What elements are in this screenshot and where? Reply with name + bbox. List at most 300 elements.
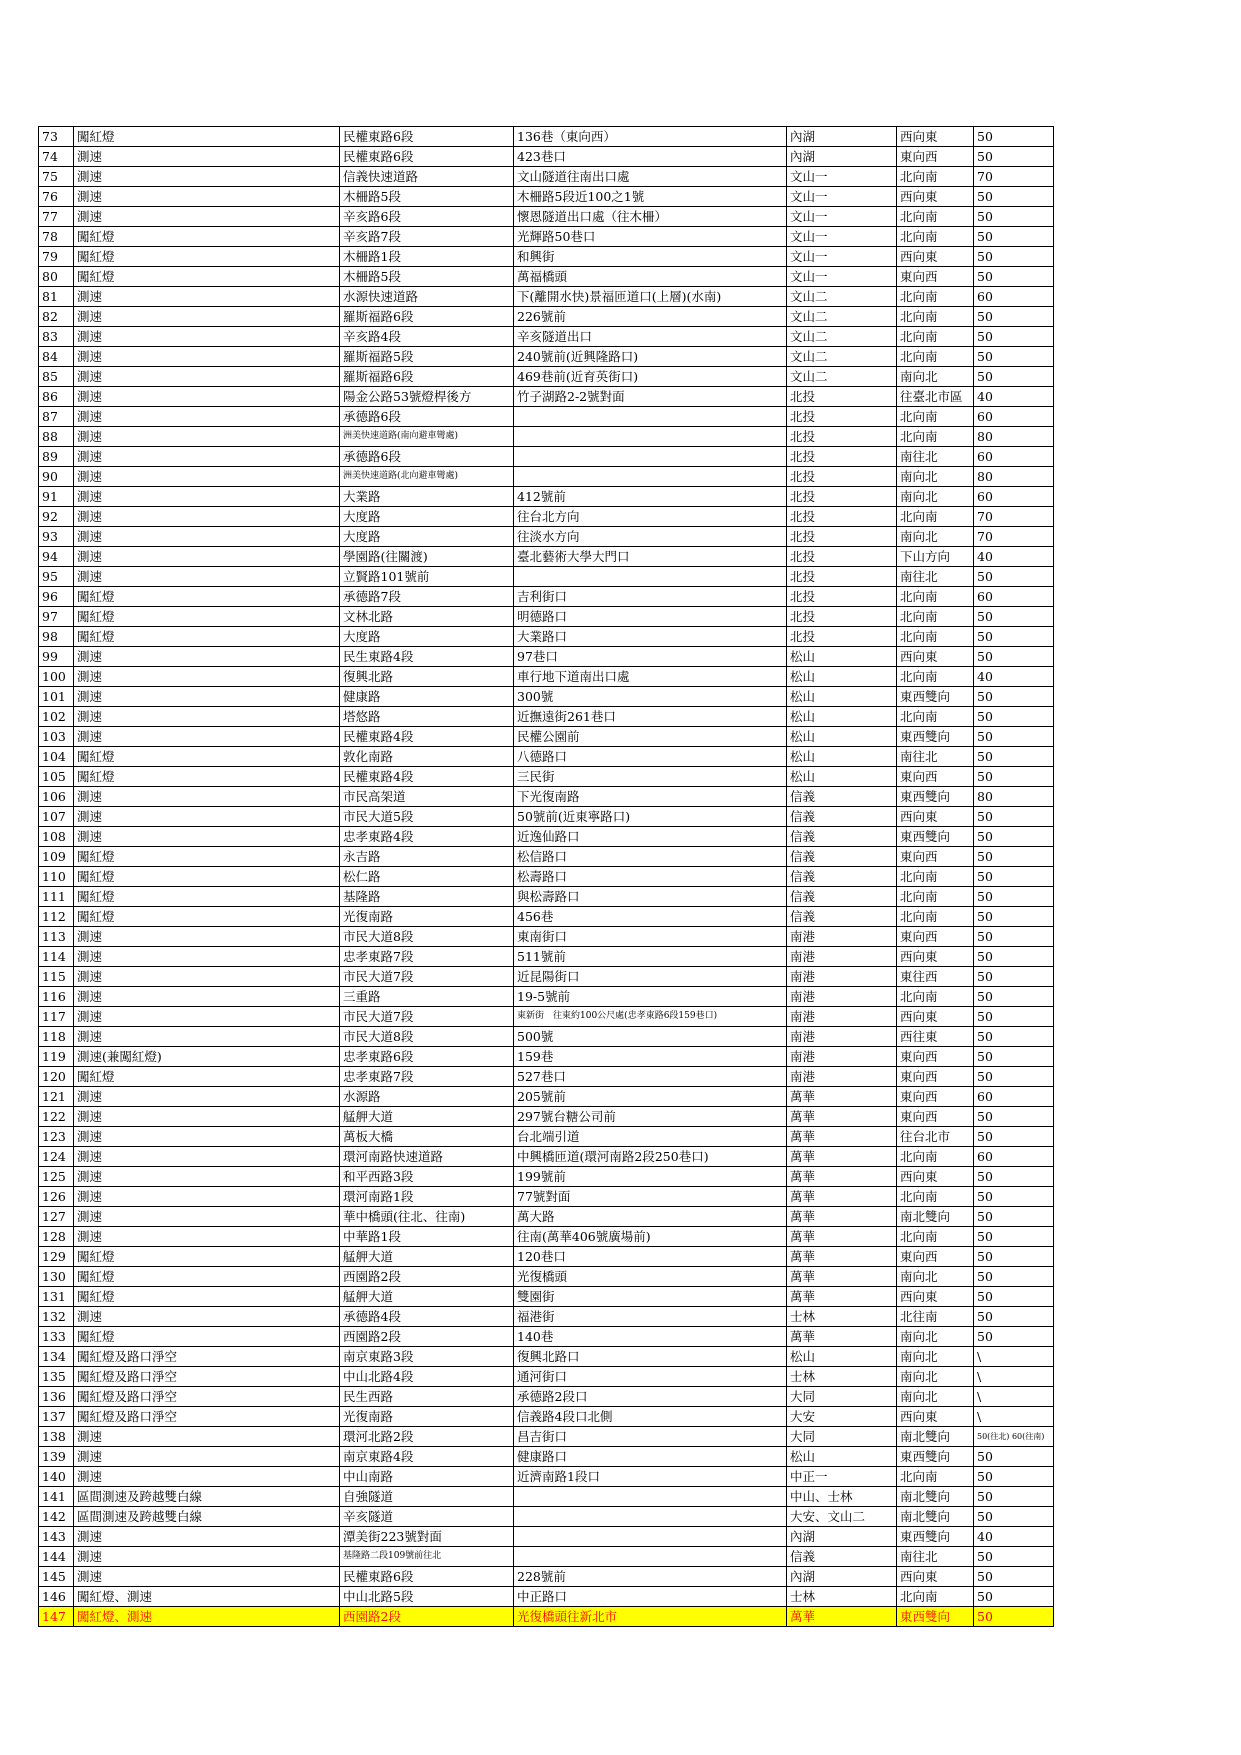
district-cell: 士林 — [787, 1367, 897, 1387]
row-number-cell: 106 — [39, 787, 74, 807]
location-detail-cell: 228號前 — [514, 1567, 787, 1587]
location-detail-cell: 松壽路口 — [514, 867, 787, 887]
row-number-cell: 88 — [39, 427, 74, 447]
row-number-cell: 78 — [39, 227, 74, 247]
enforcement-type-cell: 測速 — [74, 147, 340, 167]
district-cell: 信義 — [787, 1547, 897, 1567]
road-name-cell: 學園路(往關渡) — [340, 547, 514, 567]
table-row — [39, 127, 1054, 147]
district-cell: 北投 — [787, 447, 897, 467]
table-row — [39, 1587, 1054, 1607]
table-row — [39, 1147, 1054, 1167]
row-number-cell: 112 — [39, 907, 74, 927]
road-name-cell: 環河南路1段 — [340, 1187, 514, 1207]
speed-limit-cell: 80 — [974, 467, 1054, 487]
location-detail-cell: 八德路口 — [514, 747, 787, 767]
direction-cell: 北向南 — [897, 507, 974, 527]
enforcement-type-cell: 測速 — [74, 447, 340, 467]
enforcement-type-cell: 測速 — [74, 947, 340, 967]
table-row — [39, 987, 1054, 1007]
location-detail-cell: 雙園街 — [514, 1287, 787, 1307]
row-number-cell: 113 — [39, 927, 74, 947]
location-detail-cell: 240號前(近興隆路口) — [514, 347, 787, 367]
enforcement-type-cell: 闖紅燈 — [74, 127, 340, 147]
enforcement-type-cell: 測速 — [74, 327, 340, 347]
location-detail-cell: 297號台糖公司前 — [514, 1107, 787, 1127]
row-number-cell: 114 — [39, 947, 74, 967]
location-detail-cell: 412號前 — [514, 487, 787, 507]
speed-limit-cell: 50 — [974, 187, 1054, 207]
road-name-cell: 環河南路快速道路 — [340, 1147, 514, 1167]
row-number-cell: 146 — [39, 1587, 74, 1607]
direction-cell: 南北雙向 — [897, 1207, 974, 1227]
enforcement-type-cell: 測速 — [74, 367, 340, 387]
speed-limit-cell: 50 — [974, 807, 1054, 827]
enforcement-type-cell: 測速 — [74, 707, 340, 727]
table-row — [39, 807, 1054, 827]
table-row — [39, 687, 1054, 707]
row-number-cell: 109 — [39, 847, 74, 867]
road-name-cell: 水源路 — [340, 1087, 514, 1107]
district-cell: 萬華 — [787, 1087, 897, 1107]
location-detail-cell: 萬福橋頭 — [514, 267, 787, 287]
direction-cell: 北向南 — [897, 707, 974, 727]
speed-limit-cell: 50 — [974, 887, 1054, 907]
enforcement-type-cell: 闖紅燈 — [74, 627, 340, 647]
direction-cell: 北向南 — [897, 607, 974, 627]
road-name-cell: 市民大道7段 — [340, 1007, 514, 1027]
road-name-cell: 辛亥路4段 — [340, 327, 514, 347]
district-cell: 南港 — [787, 1067, 897, 1087]
direction-cell: 北向南 — [897, 1467, 974, 1487]
row-number-cell: 122 — [39, 1107, 74, 1127]
speed-limit-cell: 50 — [974, 1167, 1054, 1187]
row-number-cell: 127 — [39, 1207, 74, 1227]
row-number-cell: 87 — [39, 407, 74, 427]
location-detail-cell: 77號對面 — [514, 1187, 787, 1207]
row-number-cell: 126 — [39, 1187, 74, 1207]
district-cell: 大同 — [787, 1427, 897, 1447]
direction-cell: 北向南 — [897, 1187, 974, 1207]
enforcement-type-cell: 測速 — [74, 207, 340, 227]
row-number-cell: 84 — [39, 347, 74, 367]
enforcement-type-cell: 測速 — [74, 547, 340, 567]
enforcement-type-cell: 測速 — [74, 487, 340, 507]
table-row — [39, 1187, 1054, 1207]
district-cell: 文山一 — [787, 167, 897, 187]
row-number-cell: 104 — [39, 747, 74, 767]
speed-limit-cell: 50 — [974, 1567, 1054, 1587]
district-cell: 信義 — [787, 807, 897, 827]
table-row — [39, 647, 1054, 667]
road-name-cell: 三重路 — [340, 987, 514, 1007]
direction-cell: 北向南 — [897, 207, 974, 227]
direction-cell: 北向南 — [897, 327, 974, 347]
location-detail-cell — [514, 1527, 787, 1547]
speed-limit-cell: 50 — [974, 747, 1054, 767]
enforcement-type-cell: 測速 — [74, 1467, 340, 1487]
location-detail-cell: 50號前(近東寧路口) — [514, 807, 787, 827]
table-row — [39, 1547, 1054, 1567]
direction-cell: 北向南 — [897, 987, 974, 1007]
road-name-cell: 南京東路3段 — [340, 1347, 514, 1367]
speed-limit-cell: 50 — [974, 627, 1054, 647]
enforcement-type-cell: 闖紅燈 — [74, 1327, 340, 1347]
table-row — [39, 1507, 1054, 1527]
location-detail-cell: 136巷（東向西） — [514, 127, 787, 147]
enforcement-type-cell: 闖紅燈及路口淨空 — [74, 1367, 340, 1387]
direction-cell: 東向西 — [897, 1247, 974, 1267]
table-row — [39, 1407, 1054, 1427]
direction-cell: 北向南 — [897, 427, 974, 447]
enforcement-type-cell: 測速 — [74, 787, 340, 807]
location-detail-cell: 往南(萬華406號廣場前) — [514, 1227, 787, 1247]
table-row — [39, 707, 1054, 727]
location-detail-cell: 423巷口 — [514, 147, 787, 167]
speed-limit-cell: 50 — [974, 967, 1054, 987]
district-cell: 北投 — [787, 427, 897, 447]
road-name-cell: 承德路6段 — [340, 407, 514, 427]
speed-limit-cell: 50 — [974, 1487, 1054, 1507]
location-detail-cell — [514, 427, 787, 447]
direction-cell: 西向東 — [897, 1287, 974, 1307]
location-detail-cell: 大業路口 — [514, 627, 787, 647]
location-detail-cell: 中正路口 — [514, 1587, 787, 1607]
direction-cell: 東向西 — [897, 1087, 974, 1107]
road-name-cell: 洲美快速道路(北向避車彎處) — [340, 467, 514, 487]
speed-limit-cell: 50 — [974, 127, 1054, 147]
district-cell: 北投 — [787, 627, 897, 647]
row-number-cell: 144 — [39, 1547, 74, 1567]
enforcement-type-cell: 測速 — [74, 567, 340, 587]
row-number-cell: 99 — [39, 647, 74, 667]
location-detail-cell: 車行地下道南出口處 — [514, 667, 787, 687]
direction-cell: 北向南 — [897, 587, 974, 607]
road-name-cell: 承德路7段 — [340, 587, 514, 607]
row-number-cell: 76 — [39, 187, 74, 207]
district-cell: 南港 — [787, 1047, 897, 1067]
district-cell: 文山二 — [787, 367, 897, 387]
speed-limit-cell: 50 — [974, 1547, 1054, 1567]
table-row — [39, 1127, 1054, 1147]
table-row — [39, 1007, 1054, 1027]
table-row — [39, 1487, 1054, 1507]
table-row — [39, 747, 1054, 767]
road-name-cell: 西園路2段 — [340, 1327, 514, 1347]
enforcement-type-cell: 測速 — [74, 407, 340, 427]
location-detail-cell: 萬大路 — [514, 1207, 787, 1227]
district-cell: 萬華 — [787, 1187, 897, 1207]
enforcement-type-cell: 測速 — [74, 427, 340, 447]
road-name-cell: 忠孝東路4段 — [340, 827, 514, 847]
location-detail-cell: 近逸仙路口 — [514, 827, 787, 847]
speed-limit-cell: 50 — [974, 1227, 1054, 1247]
table-row — [39, 1287, 1054, 1307]
speed-limit-cell: 50 — [974, 1607, 1054, 1627]
row-number-cell: 81 — [39, 287, 74, 307]
location-detail-cell: 456巷 — [514, 907, 787, 927]
direction-cell: 下山方向 — [897, 547, 974, 567]
row-number-cell: 80 — [39, 267, 74, 287]
district-cell: 南港 — [787, 927, 897, 947]
road-name-cell: 大度路 — [340, 527, 514, 547]
direction-cell: 西向東 — [897, 647, 974, 667]
direction-cell: 東向西 — [897, 147, 974, 167]
table-row — [39, 447, 1054, 467]
location-detail-cell: 159巷 — [514, 1047, 787, 1067]
road-name-cell: 大業路 — [340, 487, 514, 507]
district-cell: 萬華 — [787, 1327, 897, 1347]
district-cell: 信義 — [787, 847, 897, 867]
speed-limit-cell: 50 — [974, 1067, 1054, 1087]
road-name-cell: 中山北路5段 — [340, 1587, 514, 1607]
district-cell: 文山一 — [787, 247, 897, 267]
table-row — [39, 1227, 1054, 1247]
table-row — [39, 607, 1054, 627]
road-name-cell: 塔悠路 — [340, 707, 514, 727]
location-detail-cell: 光復橋頭往新北市 — [514, 1607, 787, 1627]
table-row — [39, 787, 1054, 807]
direction-cell: 北往南 — [897, 1307, 974, 1327]
row-number-cell: 90 — [39, 467, 74, 487]
table-row — [39, 307, 1054, 327]
speed-limit-cell: 60 — [974, 287, 1054, 307]
speed-limit-cell: 50 — [974, 867, 1054, 887]
direction-cell: 北向南 — [897, 287, 974, 307]
row-number-cell: 105 — [39, 767, 74, 787]
row-number-cell: 129 — [39, 1247, 74, 1267]
row-number-cell: 132 — [39, 1307, 74, 1327]
enforcement-type-cell: 區間測速及跨越雙白線 — [74, 1507, 340, 1527]
enforcement-type-cell: 測速 — [74, 507, 340, 527]
location-detail-cell: 往淡水方向 — [514, 527, 787, 547]
location-detail-cell: 信義路4段口北側 — [514, 1407, 787, 1427]
enforcement-type-cell: 測速 — [74, 727, 340, 747]
row-number-cell: 95 — [39, 567, 74, 587]
location-detail-cell — [514, 1547, 787, 1567]
row-number-cell: 120 — [39, 1067, 74, 1087]
road-name-cell: 洲美快速道路(南向避車彎處) — [340, 427, 514, 447]
road-name-cell: 羅斯福路6段 — [340, 367, 514, 387]
table-row — [39, 167, 1054, 187]
enforcement-type-cell: 闖紅燈 — [74, 887, 340, 907]
location-detail-cell: 通河街口 — [514, 1367, 787, 1387]
enforcement-type-cell: 測速 — [74, 927, 340, 947]
row-number-cell: 139 — [39, 1447, 74, 1467]
camera-location-table — [38, 126, 1054, 1627]
enforcement-type-cell: 測速 — [74, 1027, 340, 1047]
direction-cell: 北向南 — [897, 1147, 974, 1167]
speed-limit-cell: 80 — [974, 787, 1054, 807]
district-cell: 北投 — [787, 567, 897, 587]
speed-limit-cell: 50 — [974, 907, 1054, 927]
row-number-cell: 143 — [39, 1527, 74, 1547]
speed-limit-cell: 50 — [974, 1187, 1054, 1207]
enforcement-type-cell: 闖紅燈 — [74, 1247, 340, 1267]
road-name-cell: 艋舺大道 — [340, 1287, 514, 1307]
speed-limit-cell: 50 — [974, 647, 1054, 667]
table-row — [39, 1327, 1054, 1347]
district-cell: 信義 — [787, 787, 897, 807]
direction-cell: 東往西 — [897, 967, 974, 987]
table-row — [39, 1387, 1054, 1407]
enforcement-type-cell: 闖紅燈及路口淨空 — [74, 1347, 340, 1367]
direction-cell: 南向北 — [897, 367, 974, 387]
direction-cell: 北向南 — [897, 407, 974, 427]
direction-cell: 東西雙向 — [897, 827, 974, 847]
row-number-cell: 119 — [39, 1047, 74, 1067]
location-detail-cell: 300號 — [514, 687, 787, 707]
district-cell: 北投 — [787, 587, 897, 607]
location-detail-cell: 205號前 — [514, 1087, 787, 1107]
road-name-cell: 忠孝東路6段 — [340, 1047, 514, 1067]
location-detail-cell: 與松壽路口 — [514, 887, 787, 907]
row-number-cell: 116 — [39, 987, 74, 1007]
row-number-cell: 137 — [39, 1407, 74, 1427]
table-row — [39, 587, 1054, 607]
row-number-cell: 147 — [39, 1607, 74, 1627]
table-row — [39, 207, 1054, 227]
direction-cell: 北向南 — [897, 347, 974, 367]
road-name-cell: 市民大道8段 — [340, 927, 514, 947]
district-cell: 松山 — [787, 707, 897, 727]
road-name-cell: 木柵路5段 — [340, 187, 514, 207]
district-cell: 北投 — [787, 527, 897, 547]
row-number-cell: 82 — [39, 307, 74, 327]
direction-cell: 西向東 — [897, 247, 974, 267]
speed-limit-cell: 50 — [974, 767, 1054, 787]
location-detail-cell: 臺北藝術大學大門口 — [514, 547, 787, 567]
enforcement-type-cell: 闖紅燈 — [74, 767, 340, 787]
row-number-cell: 115 — [39, 967, 74, 987]
table-row — [39, 627, 1054, 647]
direction-cell: 東向西 — [897, 847, 974, 867]
table-row — [39, 467, 1054, 487]
row-number-cell: 97 — [39, 607, 74, 627]
speed-limit-cell: 50 — [974, 727, 1054, 747]
enforcement-type-cell: 闖紅燈 — [74, 247, 340, 267]
location-detail-cell: 健康路口 — [514, 1447, 787, 1467]
district-cell: 南港 — [787, 947, 897, 967]
row-number-cell: 131 — [39, 1287, 74, 1307]
district-cell: 萬華 — [787, 1107, 897, 1127]
speed-limit-cell: 50 — [974, 827, 1054, 847]
table-row — [39, 867, 1054, 887]
speed-limit-cell: 50 — [974, 307, 1054, 327]
speed-limit-cell: 50 — [974, 207, 1054, 227]
district-cell: 松山 — [787, 687, 897, 707]
road-name-cell: 文林北路 — [340, 607, 514, 627]
speed-limit-cell: 50(往北) 60(往南) — [974, 1427, 1054, 1447]
enforcement-type-cell: 測速 — [74, 987, 340, 1007]
location-detail-cell: 台北端引道 — [514, 1127, 787, 1147]
location-detail-cell: 120巷口 — [514, 1247, 787, 1267]
road-name-cell: 光復南路 — [340, 1407, 514, 1427]
table-row — [39, 387, 1054, 407]
district-cell: 大同 — [787, 1387, 897, 1407]
row-number-cell: 77 — [39, 207, 74, 227]
road-name-cell: 健康路 — [340, 687, 514, 707]
road-name-cell: 光復南路 — [340, 907, 514, 927]
location-detail-cell: 下光復南路 — [514, 787, 787, 807]
direction-cell: 南向北 — [897, 467, 974, 487]
road-name-cell: 艋舺大道 — [340, 1107, 514, 1127]
row-number-cell: 141 — [39, 1487, 74, 1507]
enforcement-type-cell: 測速 — [74, 807, 340, 827]
speed-limit-cell: 60 — [974, 1087, 1054, 1107]
row-number-cell: 145 — [39, 1567, 74, 1587]
road-name-cell: 中山北路4段 — [340, 1367, 514, 1387]
row-number-cell: 103 — [39, 727, 74, 747]
road-name-cell: 復興北路 — [340, 667, 514, 687]
district-cell: 北投 — [787, 607, 897, 627]
speed-limit-cell: \ — [974, 1387, 1054, 1407]
road-name-cell: 松仁路 — [340, 867, 514, 887]
road-name-cell: 西園路2段 — [340, 1607, 514, 1627]
table-row — [39, 967, 1054, 987]
district-cell: 萬華 — [787, 1207, 897, 1227]
table-row — [39, 367, 1054, 387]
enforcement-type-cell: 測速 — [74, 1307, 340, 1327]
direction-cell: 西向東 — [897, 1007, 974, 1027]
road-name-cell: 中山南路 — [340, 1467, 514, 1487]
road-name-cell: 環河北路2段 — [340, 1427, 514, 1447]
speed-limit-cell: 40 — [974, 387, 1054, 407]
road-name-cell: 市民高架道 — [340, 787, 514, 807]
speed-limit-cell: 50 — [974, 1467, 1054, 1487]
direction-cell: 北向南 — [897, 667, 974, 687]
road-name-cell: 羅斯福路5段 — [340, 347, 514, 367]
district-cell: 南港 — [787, 967, 897, 987]
enforcement-type-cell: 測速 — [74, 1167, 340, 1187]
enforcement-type-cell: 測速 — [74, 387, 340, 407]
row-number-cell: 124 — [39, 1147, 74, 1167]
speed-limit-cell: 50 — [974, 1507, 1054, 1527]
enforcement-type-cell: 測速 — [74, 1087, 340, 1107]
row-number-cell: 89 — [39, 447, 74, 467]
row-number-cell: 79 — [39, 247, 74, 267]
enforcement-type-cell: 測速 — [74, 1567, 340, 1587]
district-cell: 北投 — [787, 507, 897, 527]
location-detail-cell: 500號 — [514, 1027, 787, 1047]
table-row — [39, 147, 1054, 167]
district-cell: 萬華 — [787, 1607, 897, 1627]
speed-limit-cell: 50 — [974, 347, 1054, 367]
row-number-cell: 73 — [39, 127, 74, 147]
district-cell: 萬華 — [787, 1147, 897, 1167]
enforcement-type-cell: 測速(兼闖紅燈) — [74, 1047, 340, 1067]
speed-limit-cell: 50 — [974, 947, 1054, 967]
road-name-cell: 辛亥路7段 — [340, 227, 514, 247]
speed-limit-cell: 50 — [974, 147, 1054, 167]
location-detail-cell: 復興北路口 — [514, 1347, 787, 1367]
table-row — [39, 527, 1054, 547]
location-detail-cell: 近濟南路1段口 — [514, 1467, 787, 1487]
table-row — [39, 567, 1054, 587]
row-number-cell: 118 — [39, 1027, 74, 1047]
table-row — [39, 427, 1054, 447]
row-number-cell: 96 — [39, 587, 74, 607]
road-name-cell: 民權東路6段 — [340, 147, 514, 167]
road-name-cell: 民權東路4段 — [340, 767, 514, 787]
location-detail-cell — [514, 567, 787, 587]
location-detail-cell: 文山隧道往南出口處 — [514, 167, 787, 187]
enforcement-type-cell: 測速 — [74, 1107, 340, 1127]
table-row — [39, 907, 1054, 927]
location-detail-cell — [514, 467, 787, 487]
row-number-cell: 83 — [39, 327, 74, 347]
district-cell: 南港 — [787, 1027, 897, 1047]
